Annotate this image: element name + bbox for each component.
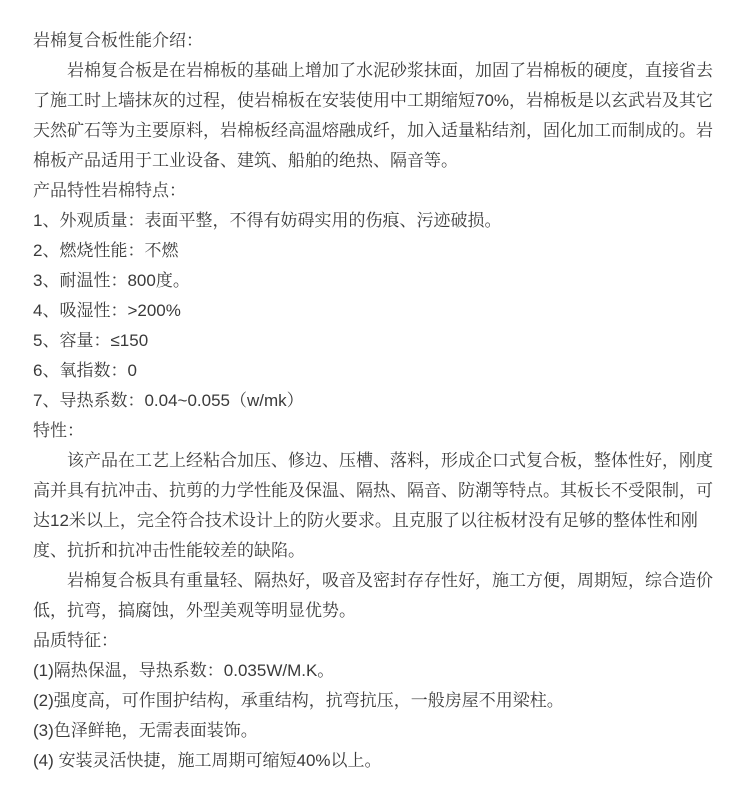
page-title: 岩棉复合板性能介绍： xyxy=(33,31,203,50)
feature-item-moisture: 4、吸湿性：>200% xyxy=(33,301,181,320)
quality-item-color: (3)色泽鲜艳，无需表面装饰。 xyxy=(33,721,258,740)
features-heading: 产品特性岩棉特点： xyxy=(33,181,186,200)
advantages-paragraph: 岩棉复合板具有重量轻、隔热好，吸音及密封存存性好，施工方便，周期短，综合造价低，抗弯，搞腐蚀，外型美观等明显优势。 xyxy=(33,571,713,620)
intro-paragraph: 岩棉复合板是在岩棉板的基础上增加了水泥砂浆抹面，加固了岩棉板的硬度，直接省去了施工时上墙抹灰的过程，使岩棉板在安装使用中工期缩短70%，岩棉板是以玄武岩及其它天然矿石等为主要原料，岩棉板经高温熔融成纤，加入适量粘结剂，固化加工而制成的。岩棉板产品适用于工业设备、建筑、船舶的绝热、隔音等。 xyxy=(33,61,714,170)
characteristics-paragraph: 该产品在工艺上经粘合加压、修边、压槽、落料，形成企口式复合板，整体性好，刚度高并具有抗冲击、抗剪的力学性能及保温、隔热、隔音、防潮等特点。其板长不受限制，可达12米以上，完全符合技术设计上的防火要求。且克服了以往板材没有足够的整体性和刚度、抗折和抗冲击性能较差的缺陷。 xyxy=(33,451,713,560)
quality-item-installation: (4) 安装灵活快捷，施工周期可缩短40%以上。 xyxy=(33,751,382,770)
feature-item-oxygen-index: 6、氧指数：0 xyxy=(33,361,137,380)
feature-item-appearance: 1、外观质量：表面平整，不得有妨碍实用的伤痕、污迹破损。 xyxy=(33,211,502,230)
feature-item-combustion: 2、燃烧性能：不燃 xyxy=(33,241,179,260)
quality-item-insulation: (1)隔热保温，导热系数：0.035W/M.K。 xyxy=(33,661,335,680)
feature-item-thermal-conductivity: 7、导热系数：0.04~0.055（w/mk） xyxy=(33,391,304,410)
feature-item-capacity: 5、容量：≤150 xyxy=(33,331,149,350)
feature-item-temperature: 3、耐温性：800度。 xyxy=(33,271,190,290)
quality-item-strength: (2)强度高，可作围护结构，承重结构，抗弯抗压，一般房屋不用梁柱。 xyxy=(33,691,564,710)
quality-heading: 品质特征： xyxy=(33,631,118,650)
characteristics-heading: 特性： xyxy=(33,421,84,440)
